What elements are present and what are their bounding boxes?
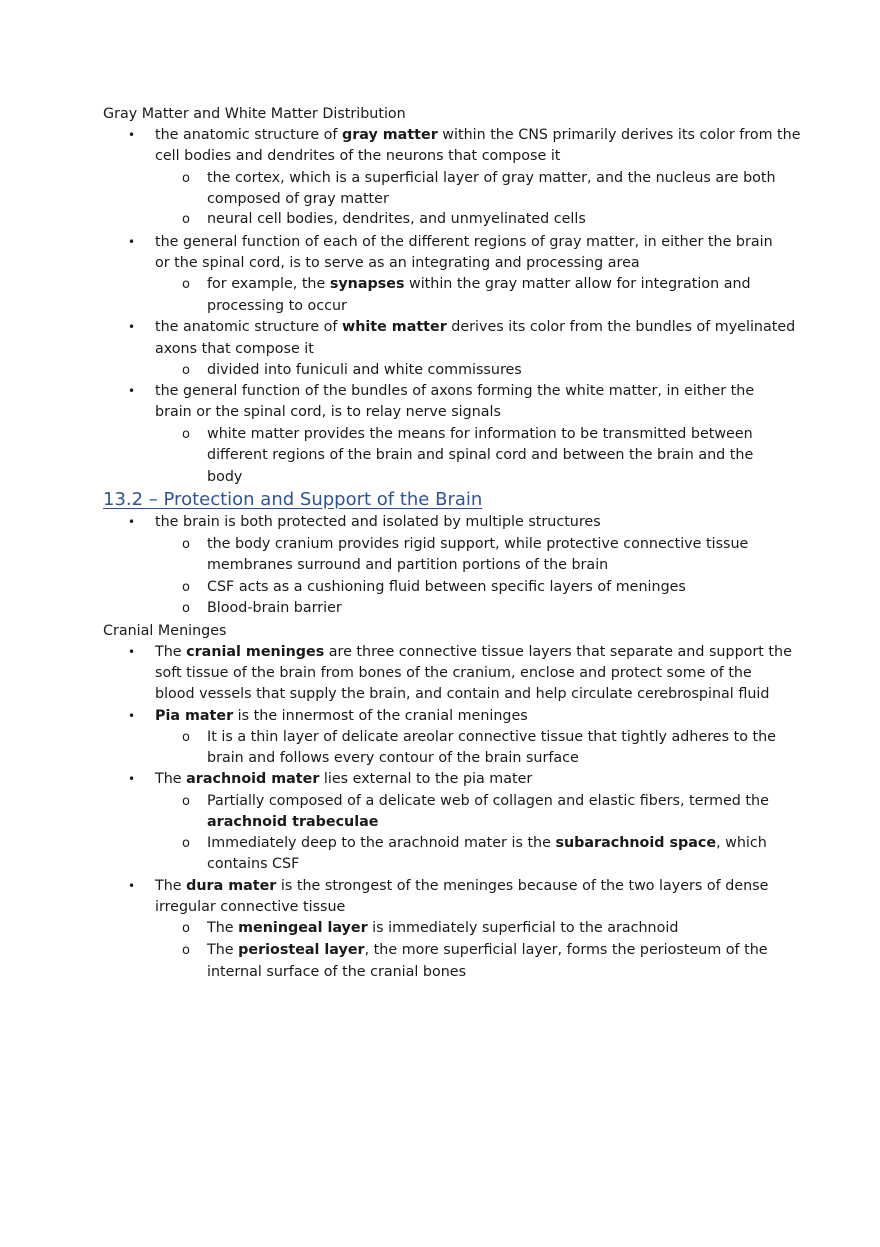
bullet-text: the general function of the bundles of axons forming the white matter, in either the xyxy=(155,383,755,399)
sub-bullet-text: for example, the synapses within the gray matter allow for integration and xyxy=(207,276,751,292)
bullet-text: soft tissue of the brain from bones of the cranium, enclose and protect some of the xyxy=(155,665,752,681)
sub-bullet-marker: o xyxy=(182,580,190,595)
bullet-text: blood vessels that supply the brain, and contain and help circulate cerebrospinal fluid xyxy=(155,686,770,702)
sub-bullet-text: contains CSF xyxy=(207,856,300,872)
bullet-marker: • xyxy=(128,235,136,249)
bullet-text: The dura mater is the strongest of the meninges because of the two layers of dense xyxy=(155,878,769,894)
sub-bullet-text: Partially composed of a delicate web of collagen and elastic fibers, termed the xyxy=(207,793,769,809)
sub-bullet-text: divided into funiculi and white commissures xyxy=(207,362,522,378)
bullet-text: cell bodies and dendrites of the neurons that compose it xyxy=(155,148,561,164)
bullet-text: Pia mater is the innermost of the cranial meninges xyxy=(155,708,528,724)
section-heading-13-2[interactable]: 13.2 – Protection and Support of the Brain xyxy=(103,489,483,510)
section-title-cranial-meninges: Cranial Meninges xyxy=(103,623,227,639)
bullet-marker: • xyxy=(128,515,136,529)
sub-bullet-marker: o xyxy=(182,363,190,378)
sub-bullet-text: different regions of the brain and spinal cord and between the brain and the xyxy=(207,447,754,463)
bullet-text: irregular connective tissue xyxy=(155,899,346,915)
sub-bullet-text: the cortex, which is a superficial layer of gray matter, and the nucleus are both xyxy=(207,170,776,186)
sub-bullet-text: membranes surround and partition portions of the brain xyxy=(207,557,609,573)
sub-bullet-text: the body cranium provides rigid support, while protective connective tissue xyxy=(207,536,749,552)
sub-bullet-marker: o xyxy=(182,794,190,809)
bullet-text: the anatomic structure of gray matter within the CNS primarily derives its color from the xyxy=(155,127,801,143)
sub-bullet-marker: o xyxy=(182,921,190,936)
sub-bullet-text: It is a thin layer of delicate areolar connective tissue that tightly adheres to the xyxy=(207,729,776,745)
sub-bullet-text: CSF acts as a cushioning fluid between specific layers of meninges xyxy=(207,579,686,595)
bullet-marker: • xyxy=(128,320,136,334)
bullet-text: The arachnoid mater lies external to the pia mater xyxy=(155,771,533,787)
sub-bullet-text: body xyxy=(207,469,243,485)
sub-bullet-marker: o xyxy=(182,171,190,186)
sub-bullet-marker: o xyxy=(182,836,190,851)
sub-bullet-marker: o xyxy=(182,943,190,958)
sub-bullet-marker: o xyxy=(182,537,190,552)
sub-bullet-text: composed of gray matter xyxy=(207,191,389,207)
bullet-marker: • xyxy=(128,645,136,659)
sub-bullet-text: internal surface of the cranial bones xyxy=(207,964,467,980)
bullet-text: The cranial meninges are three connective tissue layers that separate and support the xyxy=(155,644,792,660)
bullet-marker: • xyxy=(128,384,136,398)
bullet-text: the general function of each of the different regions of gray matter, in either the brain xyxy=(155,234,773,250)
sub-bullet-marker: o xyxy=(182,601,190,616)
bullet-marker: • xyxy=(128,128,136,142)
sub-bullet-text: The meningeal layer is immediately superficial to the arachnoid xyxy=(207,920,679,936)
bullet-marker: • xyxy=(128,709,136,723)
bullet-text: or the spinal cord, is to serve as an integrating and processing area xyxy=(155,255,640,271)
sub-bullet-text: neural cell bodies, dendrites, and unmyelinated cells xyxy=(207,211,586,227)
bullet-text: the brain is both protected and isolated by multiple structures xyxy=(155,514,601,530)
bullet-text: brain or the spinal cord, is to relay nerve signals xyxy=(155,404,501,420)
sub-bullet-marker: o xyxy=(182,212,190,227)
sub-bullet-text: white matter provides the means for information to be transmitted between xyxy=(207,426,753,442)
sub-bullet-text: brain and follows every contour of the brain surface xyxy=(207,750,579,766)
bullet-text: the anatomic structure of white matter derives its color from the bundles of myelinated xyxy=(155,319,796,335)
sub-bullet-text: Blood-brain barrier xyxy=(207,600,342,616)
bullet-marker: • xyxy=(128,772,136,786)
section-title-gray-white-matter: Gray Matter and White Matter Distribution xyxy=(103,106,406,122)
sub-bullet-marker: o xyxy=(182,277,190,292)
sub-bullet-text: processing to occur xyxy=(207,298,347,314)
sub-bullet-marker: o xyxy=(182,427,190,442)
sub-bullet-text: arachnoid trabeculae xyxy=(207,814,379,830)
sub-bullet-text: The periosteal layer, the more superficial layer, forms the periosteum of the xyxy=(207,942,768,958)
sub-bullet-text: Immediately deep to the arachnoid mater is the subarachnoid space, which xyxy=(207,835,767,851)
bullet-marker: • xyxy=(128,879,136,893)
sub-bullet-marker: o xyxy=(182,730,190,745)
bullet-text: axons that compose it xyxy=(155,341,314,357)
